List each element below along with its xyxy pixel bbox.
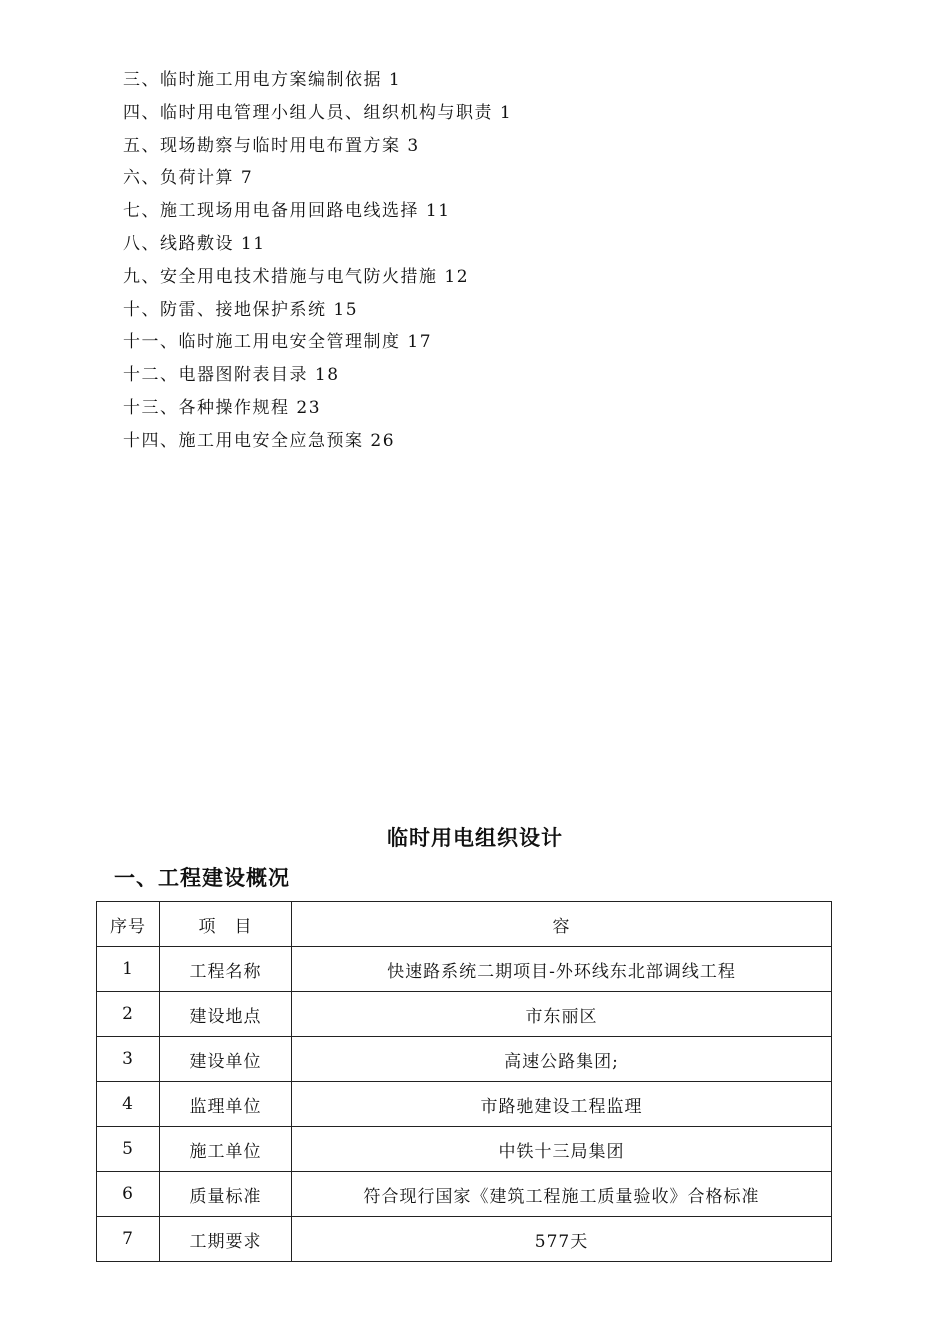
- toc-item: 八、线路敷设 11: [123, 233, 266, 254]
- row-content-cell: 577天: [292, 1217, 832, 1262]
- column-header-item: 项 目: [160, 902, 292, 947]
- row-content-cell: 市路驰建设工程监理: [292, 1082, 832, 1127]
- toc-item: 七、施工现场用电备用回路电线选择 11: [123, 201, 451, 222]
- toc-item: 十、防雷、接地保护系统 15: [123, 299, 359, 320]
- toc-item: 六、负荷计算 7: [123, 168, 254, 189]
- table-row: [97, 1217, 832, 1262]
- table-of-contents: [123, 66, 723, 460]
- table-row: [97, 947, 832, 992]
- table-row: [97, 1082, 832, 1127]
- row-number-cell: 4: [97, 1082, 160, 1127]
- table-header-row: [97, 902, 832, 947]
- column-header-content: 容: [292, 902, 832, 947]
- table-row: [97, 1127, 832, 1172]
- row-item-cell: 建设单位: [160, 1037, 292, 1082]
- row-content-cell: 符合现行国家《建筑工程施工质量验收》合格标准: [292, 1172, 832, 1217]
- row-item-cell: 工期要求: [160, 1217, 292, 1262]
- row-content-cell: 快速路系统二期项目-外环线东北部调线工程: [292, 947, 832, 992]
- row-content-cell: 高速公路集团;: [292, 1037, 832, 1082]
- row-number-cell: 2: [97, 992, 160, 1037]
- row-item-cell: 建设地点: [160, 992, 292, 1037]
- toc-item: 五、现场勘察与临时用电布置方案 3: [123, 135, 420, 156]
- row-number-cell: 7: [97, 1217, 160, 1262]
- toc-item: 三、临时施工用电方案编制依据 1: [123, 70, 402, 90]
- document-title: 临时用电组织设计: [387, 826, 563, 850]
- row-item-cell: 监理单位: [160, 1082, 292, 1127]
- section-heading: 一、工程建设概况: [114, 866, 290, 890]
- table-row: [97, 1172, 832, 1217]
- table-row: [97, 1037, 832, 1082]
- row-content-cell: 市东丽区: [292, 992, 832, 1037]
- row-item-cell: 质量标准: [160, 1172, 292, 1217]
- row-number-cell: 5: [97, 1127, 160, 1172]
- row-content-cell: 中铁十三局集团: [292, 1127, 832, 1172]
- row-number-cell: 1: [97, 947, 160, 992]
- toc-item: 十一、临时施工用电安全管理制度 17: [123, 332, 433, 353]
- toc-item: 四、临时用电管理小组人员、组织机构与职责 1: [123, 102, 513, 123]
- column-header-no: 序号: [97, 902, 160, 947]
- row-number-cell: 6: [97, 1172, 160, 1217]
- toc-item: 十三、各种操作规程 23: [123, 397, 322, 418]
- row-number-cell: 3: [97, 1037, 160, 1082]
- toc-item: 九、安全用电技术措施与电气防火措施 12: [123, 266, 470, 287]
- toc-item: 十四、施工用电安全应急预案 26: [123, 430, 396, 451]
- row-item-cell: 施工单位: [160, 1127, 292, 1172]
- row-item-cell: 工程名称: [160, 947, 292, 992]
- toc-item: 十二、电器图附表目录 18: [123, 365, 340, 386]
- table-row: [97, 992, 832, 1037]
- project-overview-table: [96, 901, 832, 1262]
